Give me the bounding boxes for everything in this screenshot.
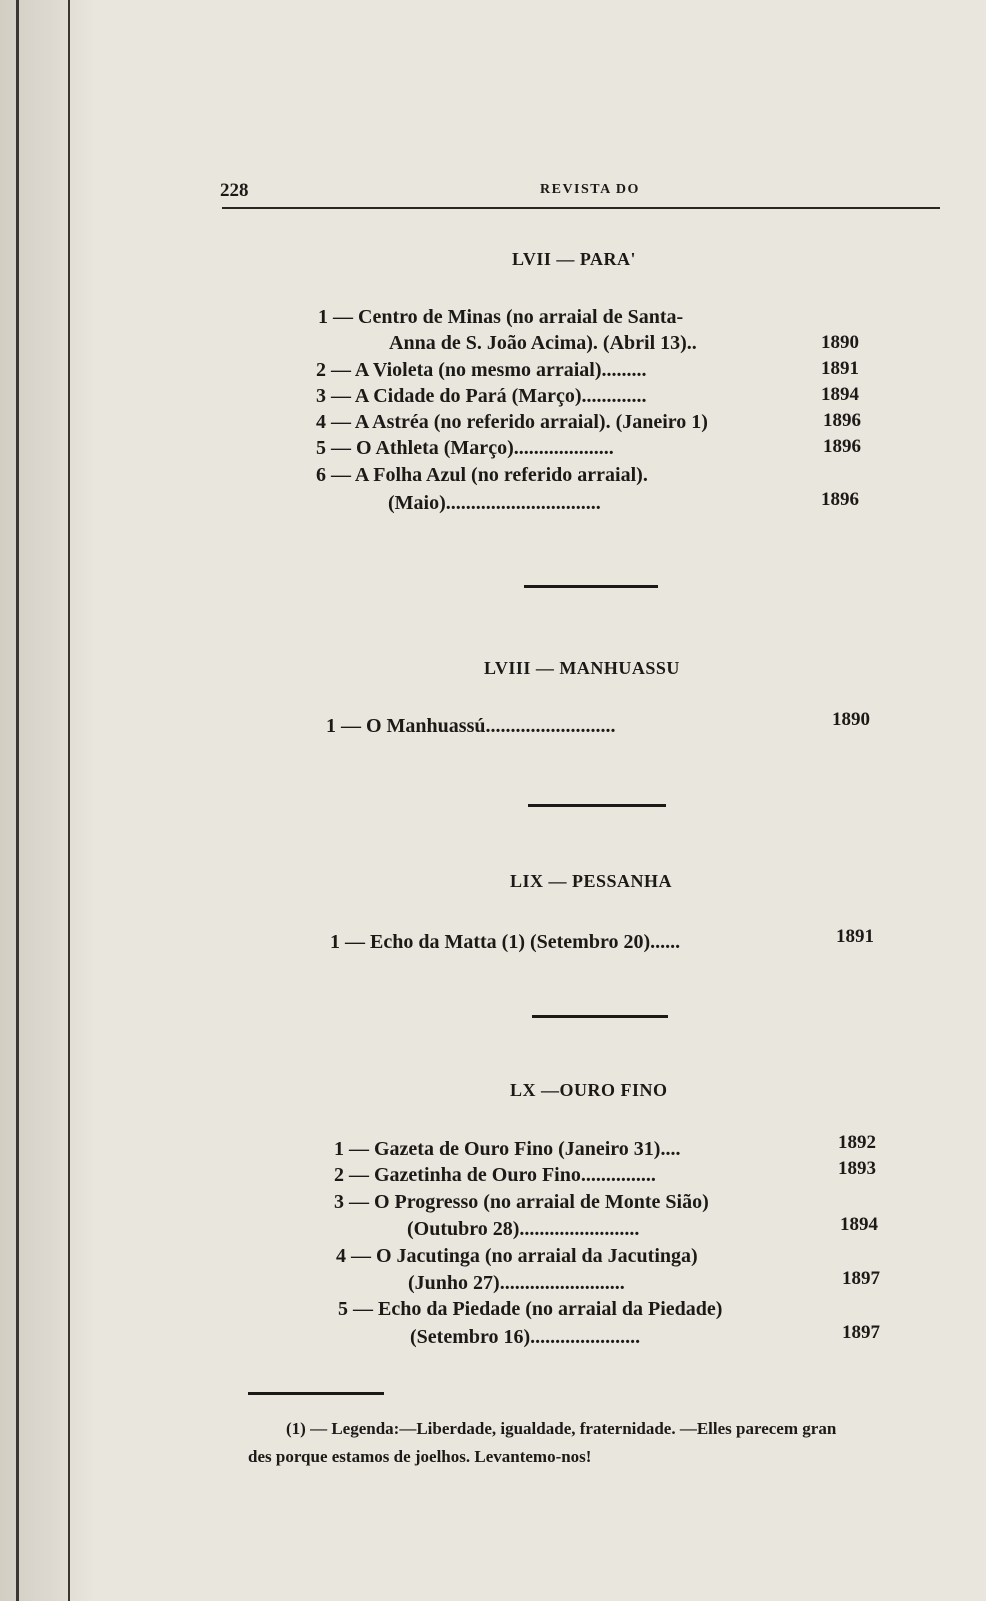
entry-line: 1 — Centro de Minas (no arraial de Santa- [318, 306, 684, 328]
entry-line: 3 — A Cidade do Pará (Março)............. [316, 385, 647, 407]
section-title: LIX — PESSANHA [510, 871, 673, 891]
entry-year: 1894 [840, 1214, 878, 1235]
page-number: 228 [220, 180, 249, 201]
section-separator [528, 804, 666, 807]
entry-line: 3 — O Progresso (no arraial de Monte Sião) [334, 1191, 709, 1213]
footnote-line: (1) — Legenda:—Liberdade, igualdade, fraternidade. —Elles parecem gran [286, 1419, 837, 1438]
section-title: LX —OURO FINO [510, 1080, 668, 1100]
entry-year: 1890 [821, 332, 859, 353]
entry-line: (Setembro 16)...................... [410, 1326, 641, 1348]
entry-line: 4 — A Astréa (no referido arraial). (Janeiro 1) [316, 411, 708, 433]
section-title: LVIII — MANHUASSU [484, 658, 680, 678]
entry-year: 1891 [821, 358, 859, 379]
section-separator [524, 585, 658, 588]
section-title: LVII — PARA' [512, 249, 637, 269]
entry-line: 5 — Echo da Piedade (no arraial da Piedade) [338, 1298, 723, 1320]
entry-year: 1896 [823, 410, 861, 431]
footnote-rule [248, 1392, 384, 1395]
entry-line: 6 — A Folha Azul (no referido arraial). [316, 464, 648, 486]
entry-year: 1896 [821, 489, 859, 510]
entry-line: 4 — O Jacutinga (no arraial da Jacutinga) [336, 1245, 698, 1267]
entry-year: 1897 [842, 1268, 880, 1289]
running-title: REVISTA DO [540, 182, 640, 197]
entry-line: 1 — Gazeta de Ouro Fino (Janeiro 31).... [334, 1138, 681, 1160]
entry-year: 1894 [821, 384, 859, 405]
entry-line: (Outubro 28)........................ [407, 1218, 640, 1240]
entry-year: 1896 [823, 436, 861, 457]
entry-line: 2 — A Violeta (no mesmo arraial)......... [316, 359, 647, 381]
entry-line: (Maio)............................... [388, 492, 601, 514]
entry-line: Anna de S. João Acima). (Abril 13).. [389, 332, 697, 354]
entry-year: 1892 [838, 1132, 876, 1153]
entry-line: 2 — Gazetinha de Ouro Fino............... [334, 1164, 656, 1186]
section-separator [532, 1015, 668, 1018]
entry-line: 5 — O Athleta (Março).................... [316, 437, 614, 459]
entry-year: 1893 [838, 1158, 876, 1179]
footnote-line: des porque estamos de joelhos. Levantemo-nos! [248, 1447, 592, 1466]
entry-year: 1897 [842, 1322, 880, 1343]
entry-line: 1 — Echo da Matta (1) (Setembro 20)...... [330, 931, 681, 953]
entry-line: (Junho 27)......................... [408, 1272, 625, 1294]
entry-year: 1891 [836, 926, 874, 947]
header-rule [222, 207, 940, 209]
entry-year: 1890 [832, 709, 870, 730]
entry-line: 1 — O Manhuassú.......................... [326, 715, 616, 737]
